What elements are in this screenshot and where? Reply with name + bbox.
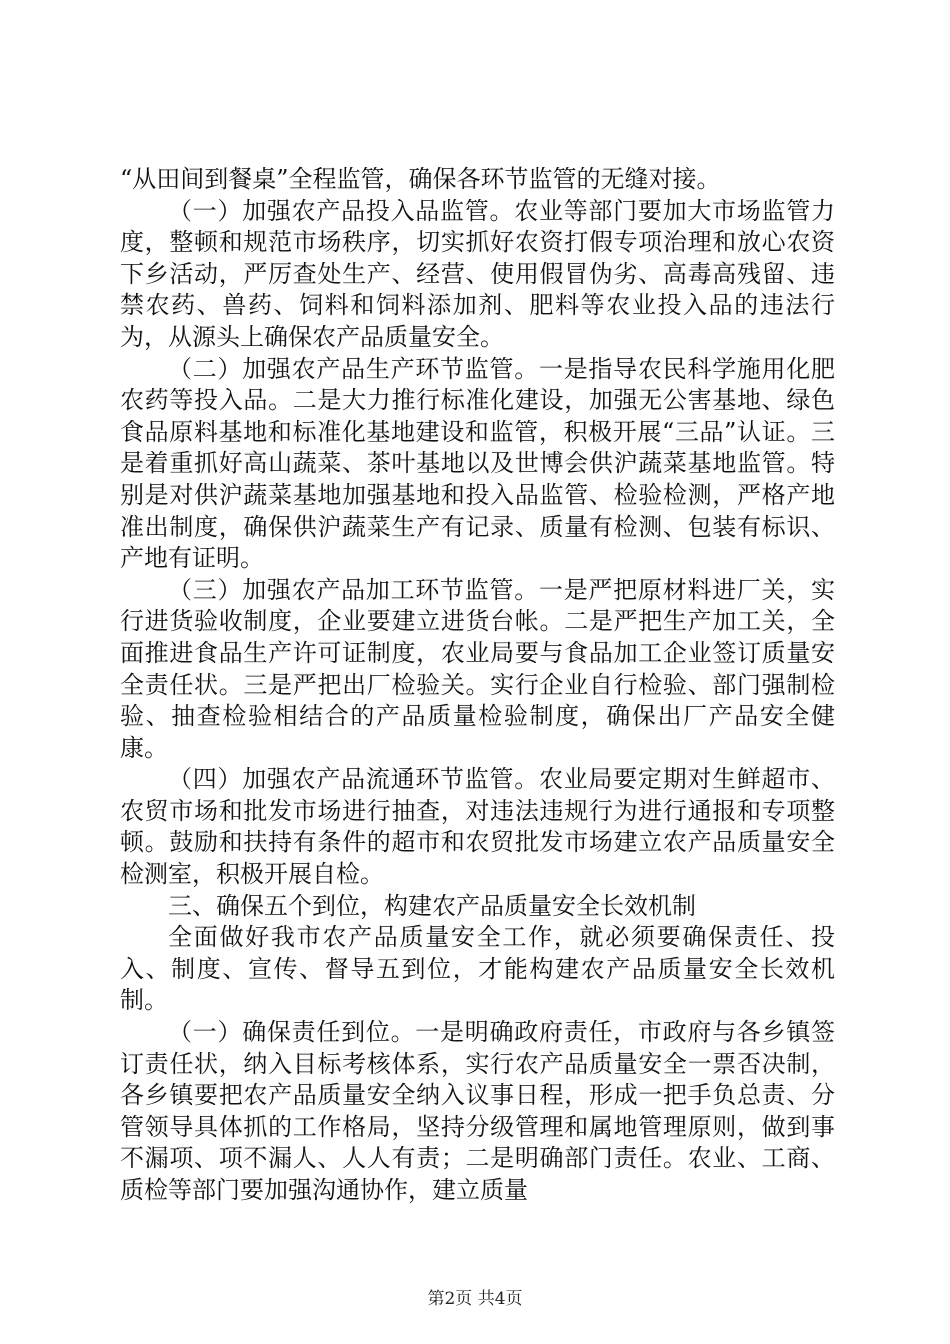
page-number-footer: 第2页 共4页	[427, 1289, 523, 1309]
body-text	[120, 164, 835, 1207]
paragraph-responsibility: （一）确保责任到位。一是明确政府责任，市政府与各乡镇签订责任状，纳入目标考核体系，实行农产品质量安全一票否决制，各乡镇要把农产品质量安全纳入议事日程，形成一把手负总责、分管领导具体抓的工作格局，坚持分级管理和属地管理原则，做到事不漏项、项不漏人、人人有责；二是明确部门责任。农业、工商、质检等部门要加强沟通协作，建立质量	[120, 1018, 835, 1204]
paragraph-circulation-supervision: （四）加强农产品流通环节监管。农业局要定期对生鲜超市、农贸市场和批发市场进行抽查，对违法违规行为进行通报和专项整顿。鼓励和扶持有条件的超市和农贸批发市场建立农产品质量安全检测室，积极开展自检。	[120, 765, 835, 889]
paragraph-processing-supervision: （三）加强农产品加工环节监管。一是严把原材料进厂关，实行进货验收制度，企业要建立进货台帐。二是严把生产加工关，全面推进食品生产许可证制度，农业局要与食品加工企业签订质量安全责任状。三是严把出厂检验关。实行企业自行检验、部门强制检验、抽查检验相结合的产品质量检验制度，确保出厂产品安全健康。	[120, 575, 835, 762]
paragraph-production-supervision: （二）加强农产品生产环节监管。一是指导农民科学施用化肥农药等投入品。二是大力推行标准化建设，加强无公害基地、绿色食品原料基地和标准化基地建设和监管，积极开展“三品”认证。三是着重抓好高山蔬菜、茶叶基地以及世博会供沪蔬菜基地监管。特别是对供沪蔬菜基地加强基地和投入品监管、检验检测，严格产地准出制度，确保供沪蔬菜生产有记录、质量有检测、包装有标识、产地有证明。	[120, 354, 835, 573]
paragraph-five-in-place: 全面做好我市农产品质量安全工作，就必须要确保责任、投入、制度、宣传、督导五到位，才能构建农产品质量安全长效机制。	[120, 923, 835, 1015]
paragraph-continuation: “从田间到餐桌”全程监管，确保各环节监管的无缝对接。	[120, 165, 721, 193]
paragraph-input-supervision: （一）加强农产品投入品监管。农业等部门要加大市场监管力度，整顿和规范市场秩序，切实抓好农资打假专项治理和放心农资下乡活动，严厉查处生产、经营、使用假冒伪劣、高毒高残留、违禁农药、兽药、饲料和饲料添加剂、肥料等农业投入品的违法行为，从源头上确保农产品质量安全。	[120, 196, 835, 351]
section-heading: 三、确保五个到位，构建农产品质量安全长效机制	[168, 891, 696, 920]
